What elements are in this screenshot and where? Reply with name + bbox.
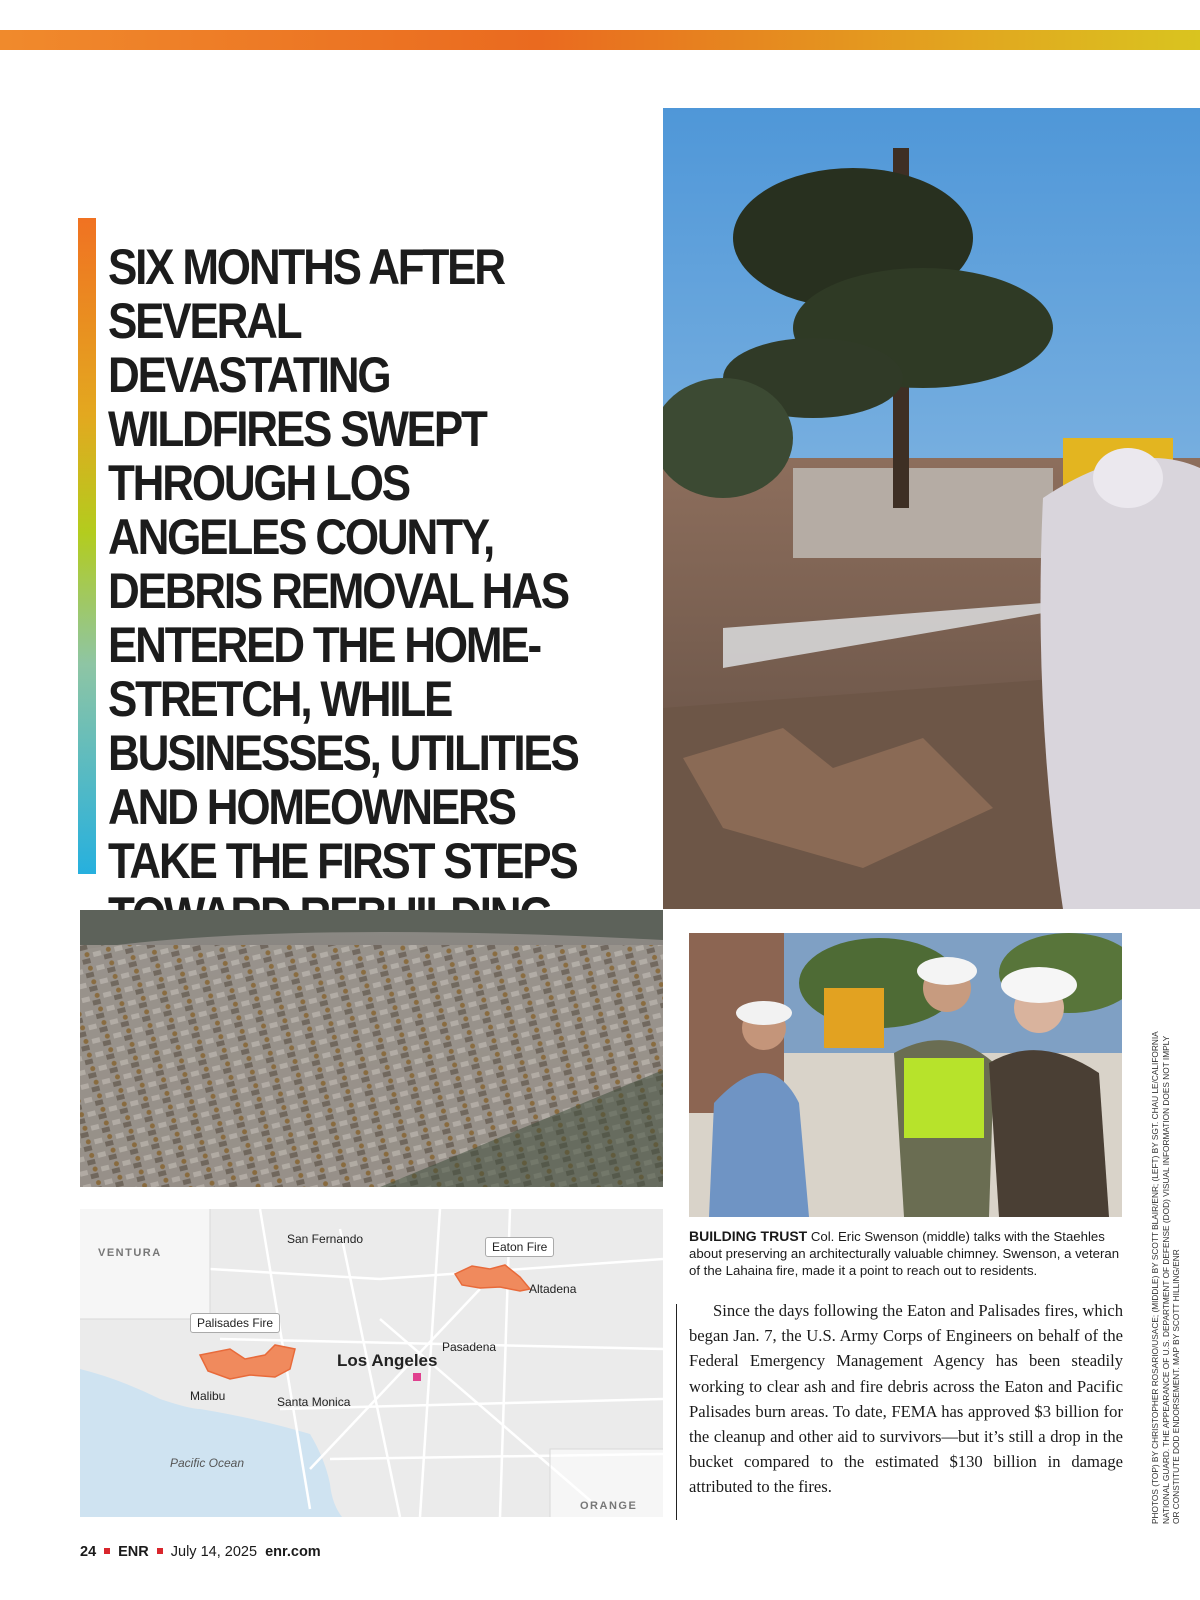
aerial-burn-area-photo	[80, 910, 663, 1187]
map-label-san-fernando: San Fernando	[287, 1232, 364, 1246]
footer-date: July 14, 2025	[170, 1544, 258, 1560]
footer-marker-icon	[104, 1548, 110, 1554]
caption-head: BUILDING TRUST	[689, 1228, 808, 1244]
officials-meeting-photo	[689, 933, 1122, 1217]
map-label-altadena: Altadena	[529, 1282, 577, 1296]
footer-marker-icon	[157, 1548, 163, 1554]
map-label-pasadena: Pasadena	[442, 1340, 497, 1354]
map-label-malibu: Malibu	[190, 1389, 226, 1403]
photo-credit: PHOTOS (TOP) BY CHRISTOPHER ROSARIO/USACE; (MIDDLE) BY SCOTT BLAIR/ENR; (LEFT) BY SGT. CHAU LE/CALIFORNIA NATIONAL GUARD. THE APPEARANCE OF U.S. DEPARTMENT OF DEFENSE (DOD) VISUAL INFORMATION DOES NOT IMPLY OR CONSTITUTE DOD ENDORSEMENT. MAP BY SCOTT HILLING/ENR	[1150, 1031, 1181, 1524]
top-gradient-bar	[0, 30, 1200, 50]
column-rule	[676, 1304, 677, 1520]
wildfire-location-map	[80, 1209, 663, 1517]
footer-site: enr.com	[265, 1544, 321, 1560]
debris-spraying-photo	[663, 108, 1200, 909]
caption-text: Col. Eric Swenson (middle) talks with the Staehles about preserving an architecturally valuable chimney. Swenson, a veteran of the Lahaina fire, made it a point to reach out to residents.	[689, 1229, 1120, 1278]
map-label-pacific-ocean: Pacific Ocean	[170, 1456, 245, 1470]
eaton-fire-tag: Eaton Fire	[485, 1237, 554, 1257]
map-label-santa-monica: Santa Monica	[277, 1395, 351, 1409]
headline: SIX MONTHS AFTER SEVERAL DEVASTATING WILDFIRES SWEPT THROUGH LOS ANGELES COUNTY, DEBRIS REMOVAL HAS ENTERED THE HOME-STRETCH, WHILE BUSINESSES, UTILITIES AND HOMEOWNERS TAKE THE FIRST STEPS	[108, 239, 578, 889]
article-body: Since the days following the Eaton and Palisades fires, which began Jan. 7, the U.S. Army Corps of Engineers on behalf of the Federal Emergency Management Agency has been steadily working to clear ash and fire debris across the Eaton and Pacific Palisades burn areas. To date, FEMA has approved $3 billion for the cleanup and other aid to survivors—but it’s still a drop in the bucket compared to the estimated $130 billion in damage attributed to the fires.	[689, 1301, 1123, 1497]
page-number: 24	[80, 1544, 97, 1560]
map-label-los-angeles: Los Angeles	[337, 1351, 438, 1370]
page-footer	[80, 1544, 321, 1560]
map-region-ventura: VENTURA	[98, 1247, 162, 1259]
footer-brand: ENR	[118, 1544, 149, 1560]
photo-caption	[689, 1228, 1125, 1279]
palisades-fire-tag: Palisades Fire	[190, 1313, 280, 1333]
headline-accent-bar	[78, 218, 96, 874]
map-region-orange: ORANGE	[580, 1500, 638, 1512]
